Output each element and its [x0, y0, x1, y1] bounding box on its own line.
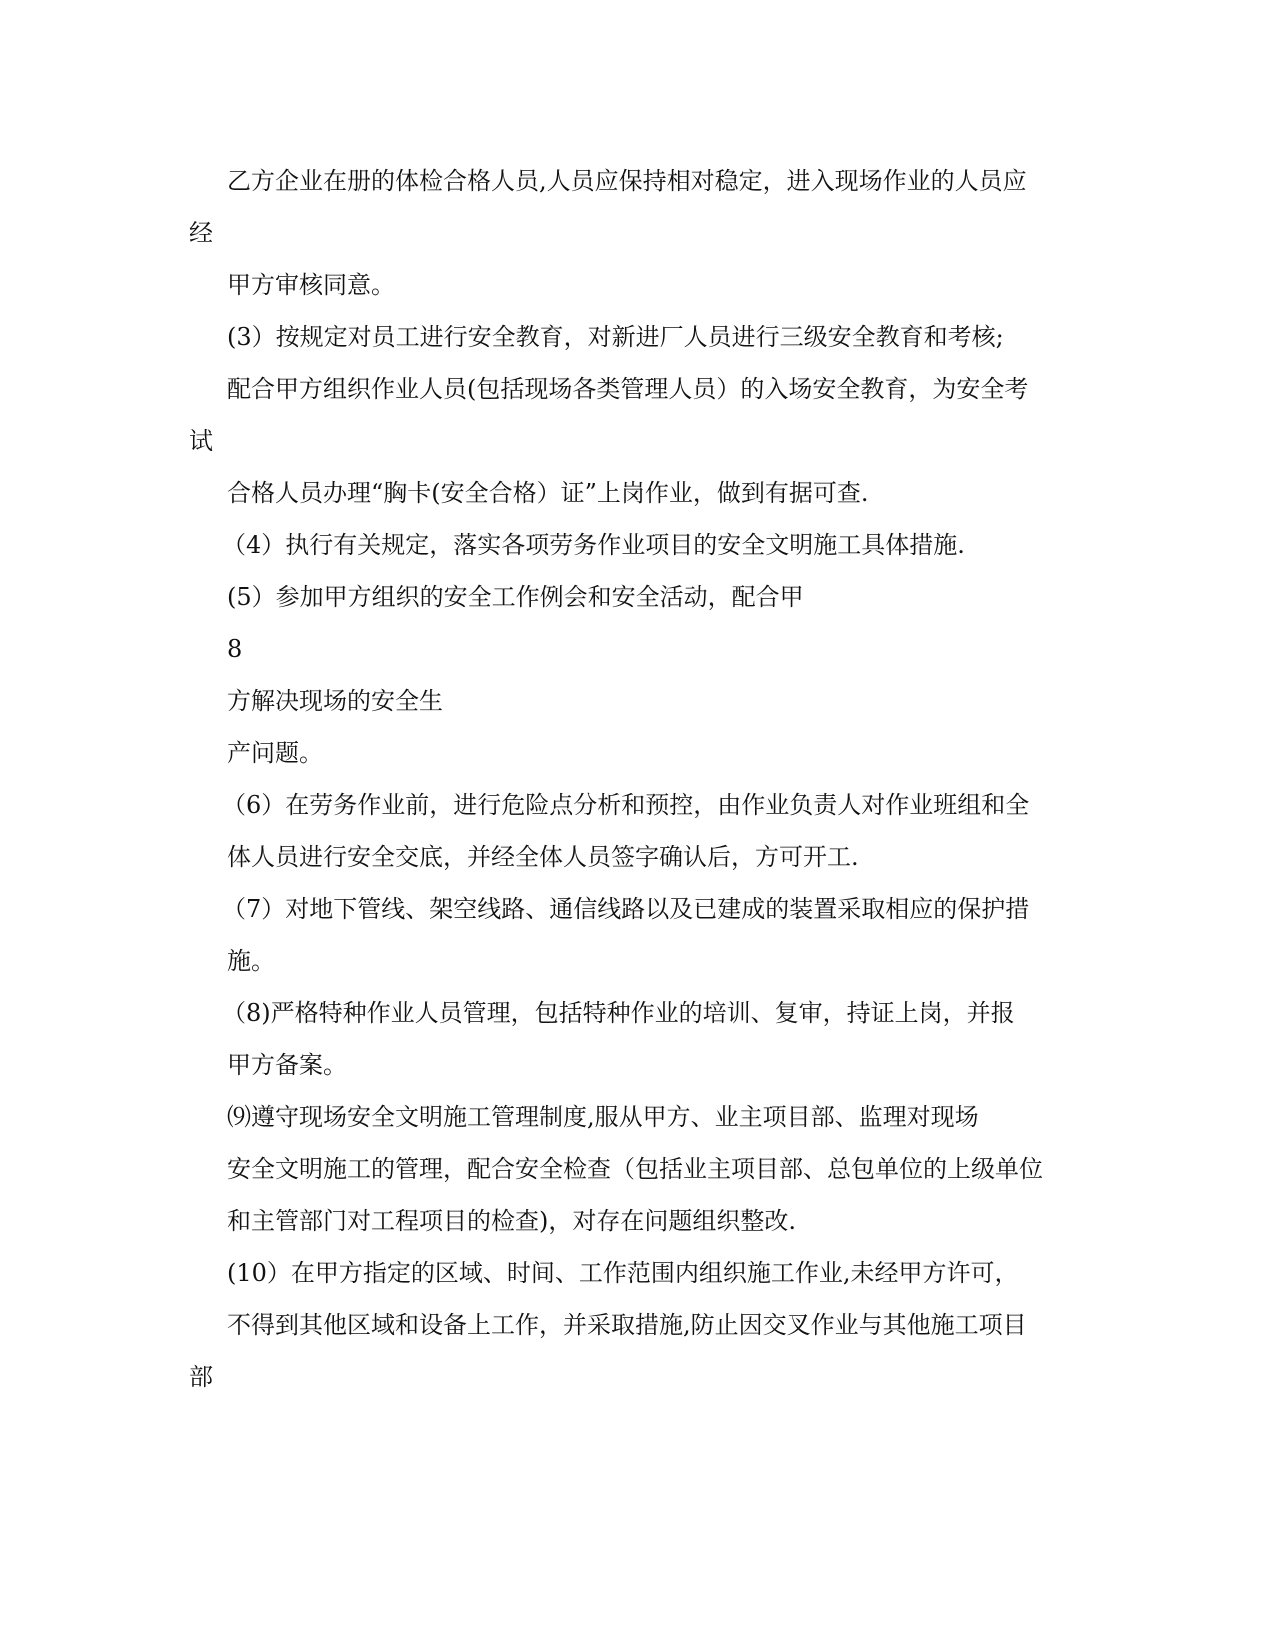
- text-line-11: 方解决现场的安全生: [227, 687, 443, 715]
- text-line-10: 8: [227, 635, 243, 663]
- text-line-1: 乙方企业在册的体检合格人员,人员应保持相对稳定，进入现场作业的人员应: [227, 167, 1027, 195]
- text-line-19: ⑼遵守现场安全文明施工管理制度,服从甲方、业主项目部、监理对现场: [227, 1103, 979, 1131]
- text-line-14: 体人员进行安全交底，并经全体人员签字确认后，方可开工.: [227, 843, 859, 871]
- text-line-24: 部: [189, 1363, 213, 1391]
- text-line-20: 安全文明施工的管理，配合安全检查（包括业主项目部、总包单位的上级单位: [227, 1155, 1043, 1183]
- text-line-23: 不得到其他区域和设备上工作，并采取措施,防止因交叉作业与其他施工项目: [227, 1311, 1027, 1339]
- text-line-9: (5）参加甲方组织的安全工作例会和安全活动，配合甲: [227, 583, 804, 611]
- text-line-12: 产问题。: [227, 739, 323, 767]
- text-line-3: 甲方审核同意。: [227, 271, 395, 299]
- text-line-16: 施。: [227, 947, 275, 975]
- text-line-2: 经: [189, 219, 213, 247]
- text-line-4: (3）按规定对员工进行安全教育，对新进厂人员进行三级安全教育和考核;: [227, 323, 1004, 351]
- text-line-22: (10）在甲方指定的区域、时间、工作范围内组织施工作业,未经甲方许可，: [227, 1259, 1019, 1287]
- text-line-17: （8)严格特种作业人员管理，包括特种作业的培训、复审，持证上岗，并报: [222, 999, 1015, 1027]
- text-line-7: 合格人员办理“胸卡(安全合格）证”上岗作业，做到有据可查.: [227, 479, 869, 507]
- text-line-5: 配合甲方组织作业人员(包括现场各类管理人员）的入场安全教育，为安全考: [227, 375, 1029, 403]
- text-line-21: 和主管部门对工程项目的检查)，对存在问题组织整改.: [227, 1207, 796, 1235]
- text-line-8: （4）执行有关规定，落实各项劳务作业项目的安全文明施工具体措施.: [222, 531, 965, 559]
- text-line-15: （7）对地下管线、架空线路、通信线路以及已建成的装置采取相应的保护措: [222, 895, 1030, 923]
- text-line-18: 甲方备案。: [227, 1051, 347, 1079]
- text-line-13: （6）在劳务作业前，进行危险点分析和预控，由作业负责人对作业班组和全: [222, 791, 1030, 819]
- text-line-6: 试: [189, 427, 213, 455]
